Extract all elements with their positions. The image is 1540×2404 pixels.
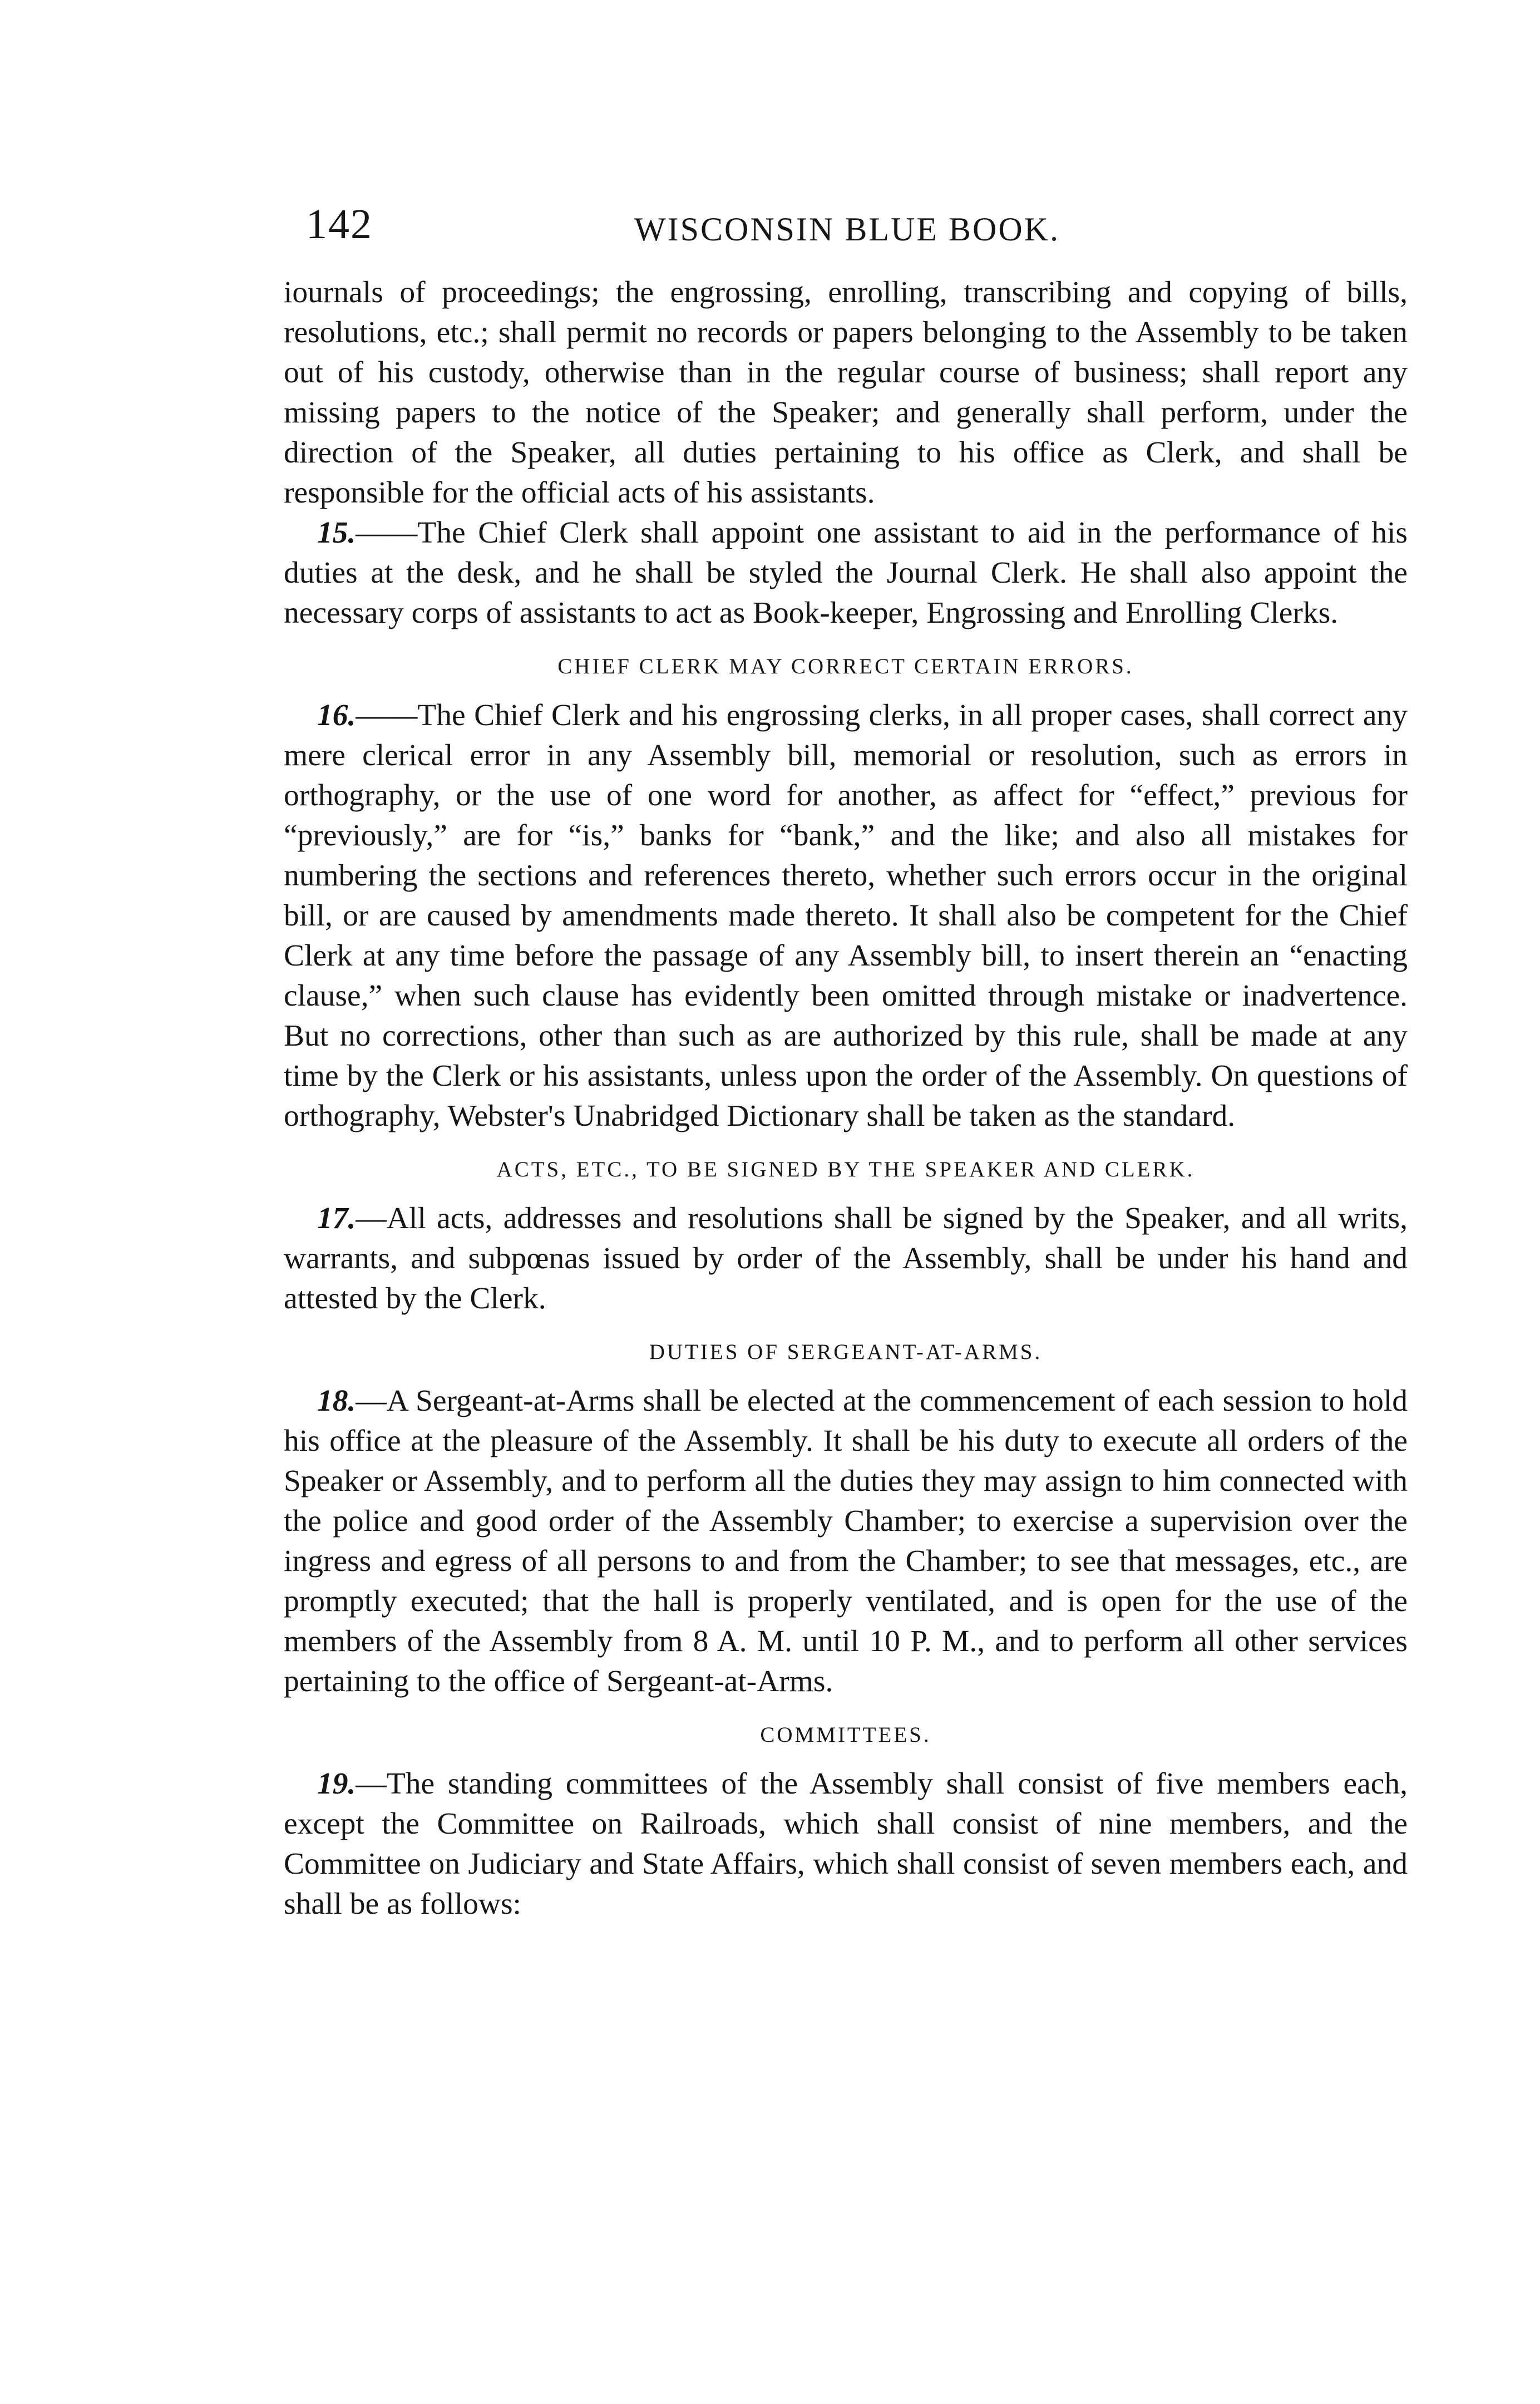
rule-15-text: ——The Chief Clerk shall appoint one assistant to aid in the performance of his duties at the desk, and he shall be styled the Journal Clerk. He shall also appoint the necessary corps of assistants to act as Book-keeper, Engrossing and Enrolling Clerks. — [284, 516, 1408, 630]
rule-17-text: —All acts, addresses and resolutions shall be signed by the Speaker, and all writs, warrants, and subpœnas issued by order of the Assembly, shall be under his hand and attested by the Clerk. — [284, 1201, 1408, 1316]
rule-19-text: —The standing committees of the Assembly shall consist of five members each, except the Committee on Railroads, which shall consist of nine members, and the Committee on Judiciary and State Affairs, which shall consist of seven members each, and shall be as follows: — [284, 1767, 1408, 1921]
intro-paragraph: iournals of proceedings; the engrossing, enrolling, transcribing and copying of bills, resolutions, etc.; shall permit no records or papers belonging to the Assembly to be taken out of his custody, otherwise than in the regular course of business; shall report any missing papers to the notice of the Speaker; and generally shall perform, under the direction of the Speaker, all duties pertaining to his office as Clerk, and shall be responsible for the official acts of his assistants. — [284, 275, 1408, 510]
rule-18 — [284, 1381, 1408, 1702]
rule-15 — [284, 513, 1408, 633]
rule-18-text: —A Sergeant-at-Arms shall be elected at the commencement of each session to hold his office at the pleasure of the Assembly. It shall be his duty to execute all orders of the Speaker or Assembly, and to perform all the duties they may assign to him connected with the police and good order of the Assembly Chamber; to exercise a supervision over the ingress and egress of all persons to and from the Chamber; to see that messages, etc., are promptly executed; that the hall is properly ventilated, and is open for the use of the members of the Assembly from 8 A. M. until 10 P. M., and to perform all other services pertaining to the office of Sergeant-at-Arms. — [284, 1384, 1408, 1698]
rule-17 — [284, 1199, 1408, 1319]
rule-18-number: 18. — [317, 1384, 356, 1418]
page-number: 142 — [306, 201, 373, 248]
rule-16-text: ——The Chief Clerk and his engrossing clerks, in all proper cases, shall correct any mere clerical error in any Assembly bill, memorial or resolution, such as errors in orthography, or the use of one word for another, as affect for “effect,” previous for “previously,” are for “is,” banks for “bank,” and the like; and also all mistakes for numbering the sections and references thereto, whether such errors occur in the original bill, or are caused by amendments made thereto. It shall also be competent for the Chief Clerk at any time before the passage of any Assembly bill, to insert therein an “enacting clause,” when such clause has evidently been omitted through mistake or inadvertence. But no corrections, other than such as are authorized by this rule, shall be made at any time by the Clerk or his assistants, unless upon the order of the Assembly. On questions of orthography, Webster's Unabridged Dictionary shall be taken as the standard. — [284, 698, 1408, 1133]
section-heading-committees: COMMITTEES. — [760, 1723, 931, 1747]
rule-17-number: 17. — [317, 1201, 356, 1235]
rule-15-number: 15. — [317, 516, 356, 550]
section-heading-sergeant-at-arms: DUTIES OF SERGEANT-AT-ARMS. — [649, 1340, 1043, 1364]
section-heading-chief-clerk-errors: CHIEF CLERK MAY CORRECT CERTAIN ERRORS. — [557, 654, 1134, 678]
rule-16 — [284, 696, 1408, 1136]
rule-19 — [284, 1764, 1408, 1924]
rule-19-number: 19. — [317, 1767, 356, 1801]
rule-16-number: 16. — [317, 698, 356, 732]
running-title: WISCONSIN BLUE BOOK. — [634, 211, 1060, 248]
section-heading-acts-signed: ACTS, ETC., TO BE SIGNED BY THE SPEAKER AND CLERK. — [496, 1157, 1195, 1181]
document-page — [284, 200, 1408, 1924]
page-header — [284, 200, 1408, 262]
